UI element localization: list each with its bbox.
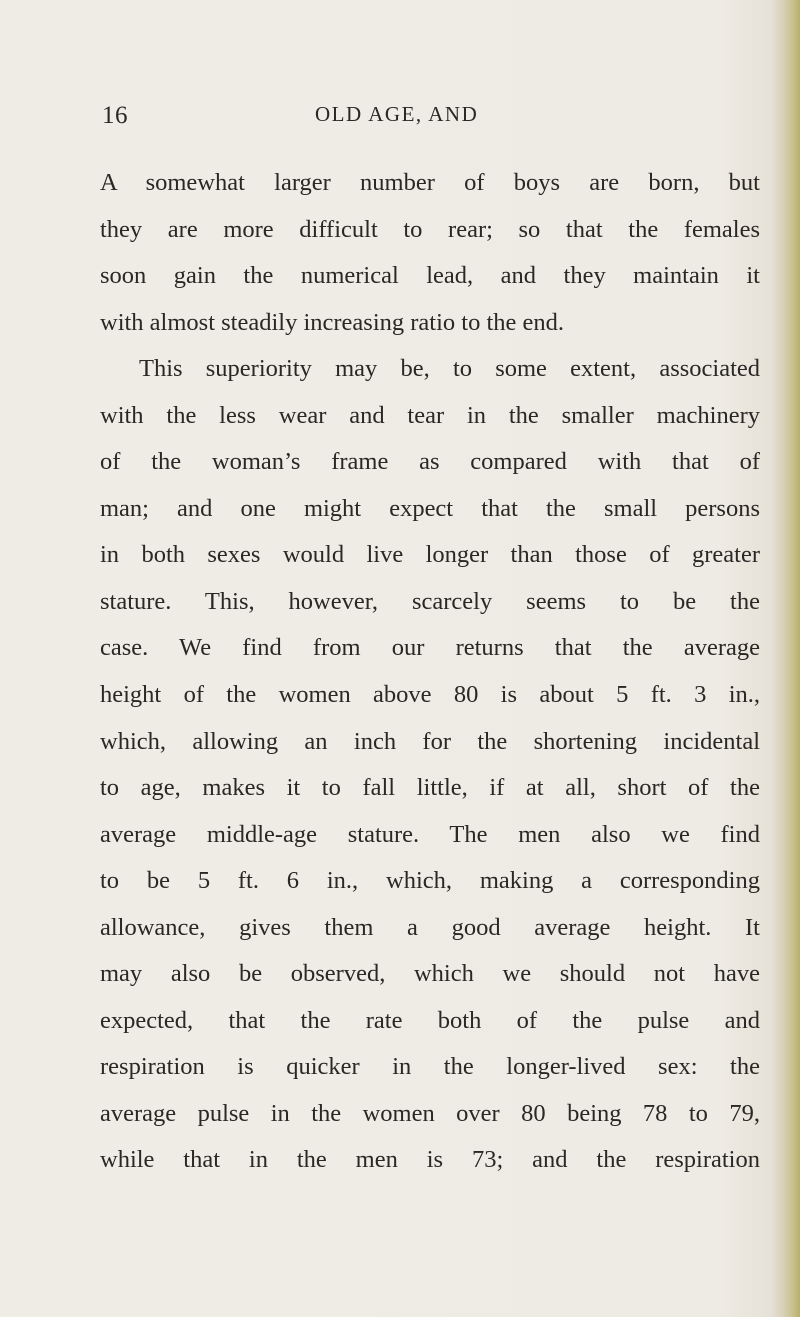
text-line: This superiority may be, to some extent, associated xyxy=(139,355,760,383)
page-header xyxy=(0,102,800,138)
text-line: case. We find from our returns that the average xyxy=(100,634,760,662)
text-line: may also be observed, which we should not have xyxy=(100,960,760,988)
text-line: with the less wear and tear in the smaller machinery xyxy=(100,401,760,429)
text-line: soon gain the numerical lead, and they maintain it xyxy=(100,262,760,290)
page-number: 16 xyxy=(102,102,128,129)
text-line: in both sexes would live longer than those of greater xyxy=(100,541,760,569)
text-line: stature. This, however, scarcely seems to be the xyxy=(100,587,760,615)
text-line: respiration is quicker in the longer-lived sex: the xyxy=(100,1053,760,1081)
text-line: average middle-age stature. The men also we find xyxy=(100,820,760,848)
text-line: while that in the men is 73; and the respiration xyxy=(100,1146,760,1174)
text-line: average pulse in the women over 80 being 78 to 79, xyxy=(100,1099,760,1127)
text-line: expected, that the rate both of the pulse and xyxy=(100,1006,760,1034)
text-line: to be 5 ft. 6 in., which, making a corresponding xyxy=(100,867,760,895)
text-line: to age, makes it to fall little, if at all, short of the xyxy=(100,774,760,802)
text-line: of the woman’s frame as compared with that of xyxy=(100,448,760,476)
body-text xyxy=(100,160,760,1184)
text-line: man; and one might expect that the small persons xyxy=(100,494,760,522)
text-line: allowance, gives them a good average height. It xyxy=(100,913,760,941)
page-edge xyxy=(772,0,800,1317)
text-line: height of the women above 80 is about 5 ft. 3 in., xyxy=(100,681,760,709)
running-head: OLD AGE, AND xyxy=(315,102,479,126)
text-line: with almost steadily increasing ratio to the end. xyxy=(100,308,565,336)
text-line: they are more difficult to rear; so that the females xyxy=(100,215,760,243)
text-line: A somewhat larger number of boys are born, but xyxy=(100,169,760,196)
text-line: which, allowing an inch for the shortening incidental xyxy=(100,727,760,755)
